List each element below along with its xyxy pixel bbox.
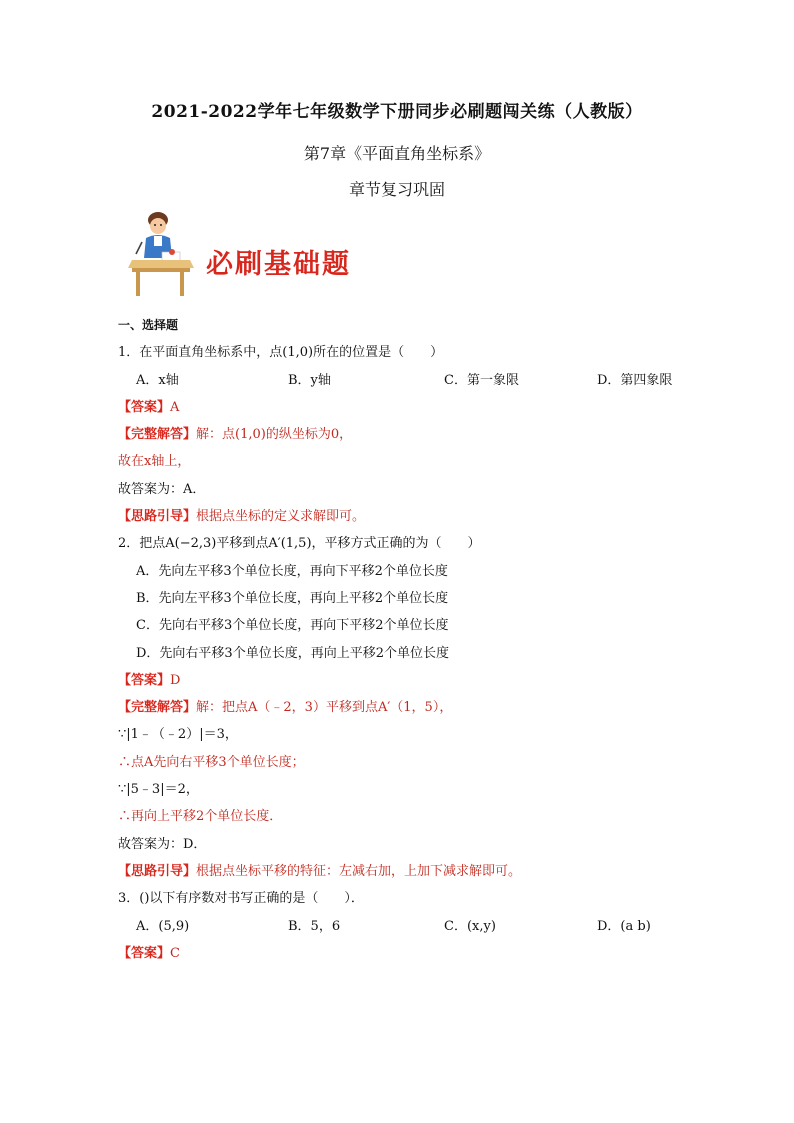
solution-text: 解：点(1,0)的纵坐标为0， bbox=[196, 427, 353, 443]
question-stem: 1．在平面直角坐标系中，点(1,0)所在的位置是（ ） bbox=[118, 345, 444, 361]
hint-text: 根据点坐标平移的特征：左减右加，上加下减求解即可。 bbox=[196, 863, 522, 879]
option-d: D．第四象限 bbox=[597, 372, 673, 388]
option-a: A．(5,9) bbox=[136, 918, 190, 934]
solution-line: ∵|1﹣（﹣2）|＝3， bbox=[118, 727, 238, 743]
banner-label: 必刷基础题 bbox=[206, 249, 351, 280]
option-c: C．第一象限 bbox=[444, 372, 519, 388]
questions-body bbox=[118, 312, 698, 967]
solution-tag: 【完整解答】 bbox=[118, 427, 197, 443]
solution-line: ∴点A先向右平移3个单位长度； bbox=[118, 754, 305, 770]
section-heading: 一、选择题 bbox=[118, 318, 179, 332]
hint-text: 根据点坐标的定义求解即可。 bbox=[196, 509, 366, 525]
answer-tag: 【答案】 bbox=[118, 672, 171, 688]
question-stem: 2．把点A(−2,3)平移到点A′(1,5)，平移方式正确的为（ ） bbox=[118, 536, 481, 552]
answer-tag: 【答案】 bbox=[118, 399, 171, 415]
student-at-desk-icon bbox=[128, 208, 208, 300]
option-a: A．x轴 bbox=[136, 372, 179, 388]
option-c: C．先向右平移3个单位长度，再向下平移2个单位长度 bbox=[136, 618, 449, 634]
solution-tag: 【完整解答】 bbox=[118, 700, 197, 716]
option-b: B．先向左平移3个单位长度，再向上平移2个单位长度 bbox=[136, 590, 449, 606]
answer-line bbox=[118, 667, 698, 694]
answer-value: A bbox=[170, 399, 180, 415]
option-b: B．y轴 bbox=[288, 372, 331, 388]
hint-tag: 【思路引导】 bbox=[118, 509, 197, 525]
option-d: D．(a b) bbox=[597, 918, 651, 934]
solution-line bbox=[118, 694, 698, 721]
chapter-title: 第7章《平面直角坐标系》 bbox=[303, 144, 491, 163]
answer-line bbox=[118, 394, 698, 421]
solution-line: 故答案为：D． bbox=[118, 836, 207, 852]
option-c: C．(x,y) bbox=[444, 918, 496, 934]
banner bbox=[128, 208, 368, 300]
solution-line: 故答案为：A． bbox=[118, 481, 206, 497]
answer-tag: 【答案】 bbox=[118, 945, 171, 961]
solution-line: 故在x轴上， bbox=[118, 454, 191, 470]
option-b: B．5，6 bbox=[288, 918, 341, 934]
option-d: D．先向右平移3个单位长度，再向上平移2个单位长度 bbox=[136, 645, 449, 661]
solution-line: ∴再向上平移2个单位长度． bbox=[118, 809, 283, 825]
document-title: 2021-2022学年七年级数学下册同步必刷题闯关练（人教版） bbox=[151, 102, 643, 122]
hint-tag: 【思路引导】 bbox=[118, 863, 197, 879]
solution-line: ∵|5﹣3|＝2， bbox=[118, 782, 199, 798]
question-options bbox=[118, 367, 698, 394]
answer-line bbox=[118, 940, 698, 967]
option-a: A．先向左平移3个单位长度，再向下平移2个单位长度 bbox=[136, 563, 448, 579]
answer-value: D bbox=[170, 672, 181, 688]
question-stem: 3．()以下有序数对书写正确的是（ ）． bbox=[118, 891, 364, 907]
answer-value: C bbox=[170, 945, 180, 961]
question-options bbox=[118, 913, 698, 940]
hint-line bbox=[118, 858, 698, 885]
solution-line bbox=[118, 421, 698, 448]
hint-line bbox=[118, 503, 698, 530]
section-subtitle: 章节复习巩固 bbox=[348, 180, 445, 199]
solution-text: 解：把点A（﹣2，3）平移到点A′（1，5）， bbox=[196, 700, 453, 716]
